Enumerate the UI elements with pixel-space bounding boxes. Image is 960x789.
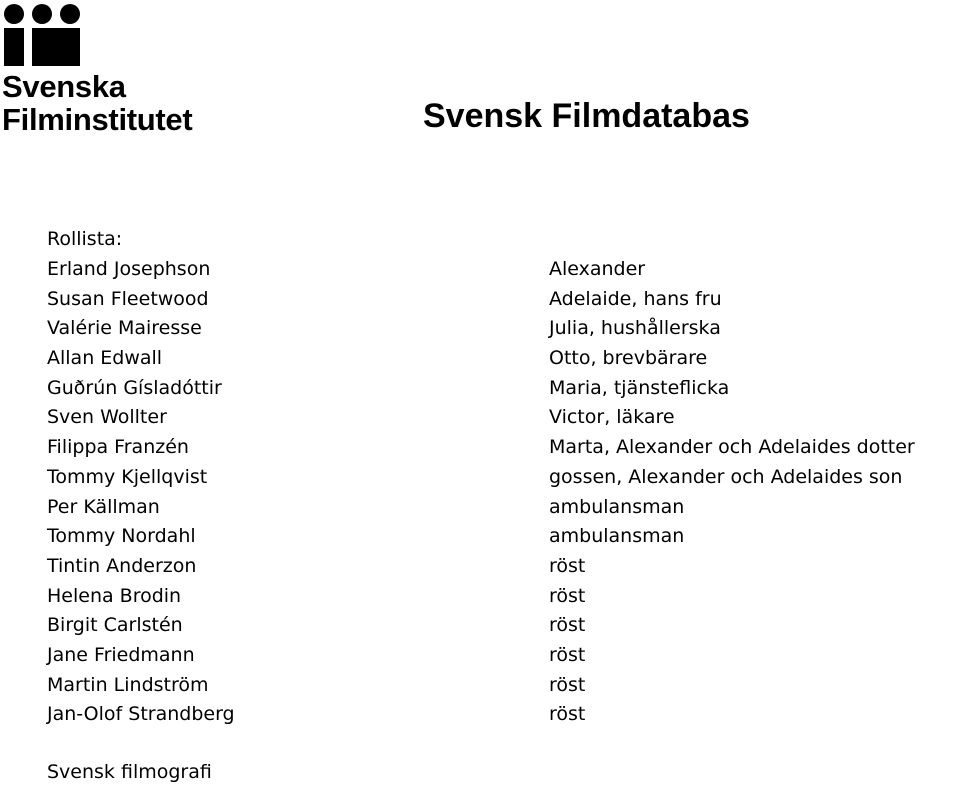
cast-row — [0, 611, 960, 641]
cast-row — [0, 403, 960, 433]
cast-row — [0, 493, 960, 523]
sfi-logo — [2, 2, 217, 137]
role-name: gossen, Alexander och Adelaides son — [549, 465, 903, 488]
role-name: ambulansman — [549, 525, 685, 548]
actor-name[interactable]: Allan Edwall — [47, 347, 163, 370]
role-name: röst — [549, 584, 586, 607]
role-name: röst — [549, 554, 586, 577]
role-name: Victor, läkare — [549, 406, 675, 429]
role-name: röst — [549, 643, 586, 666]
role-name: röst — [549, 614, 586, 637]
cast-heading: Rollista: — [47, 228, 123, 250]
actor-name[interactable]: Valérie Mairesse — [47, 317, 202, 340]
role-name: Otto, brevbärare — [549, 347, 708, 370]
cast-row — [0, 671, 960, 701]
actor-name[interactable]: Jane Friedmann — [47, 643, 195, 666]
cast-row — [0, 255, 960, 285]
cast-row — [0, 344, 960, 374]
role-name: ambulansman — [549, 495, 685, 518]
actor-name[interactable]: Birgit Carlstén — [47, 614, 183, 637]
logo-text-line2: Filminstitutet — [2, 102, 193, 137]
role-name: Adelaide, hans fru — [549, 287, 722, 310]
actor-name[interactable]: Tommy Nordahl — [47, 525, 196, 548]
cast-row — [0, 582, 960, 612]
role-name: Julia, hushållerska — [549, 317, 721, 340]
actor-name[interactable]: Per Källman — [47, 495, 160, 518]
actor-name[interactable]: Filippa Franzén — [47, 436, 189, 459]
actor-name[interactable]: Sven Wollter — [47, 406, 167, 429]
role-name: Maria, tjänsteflicka — [549, 376, 730, 399]
cast-row — [0, 285, 960, 315]
role-name: Marta, Alexander och Adelaides dotter — [549, 436, 915, 459]
actor-name[interactable]: Guðrún Gísladóttir — [47, 376, 222, 399]
role-name: röst — [549, 703, 586, 726]
cast-row — [0, 374, 960, 404]
cast-row — [0, 700, 960, 730]
cast-row — [0, 463, 960, 493]
actor-name[interactable]: Tommy Kjellqvist — [47, 465, 208, 488]
actor-name[interactable]: Tintin Anderzon — [47, 554, 197, 577]
cast-row — [0, 433, 960, 463]
role-name: röst — [549, 673, 586, 696]
filmography-heading: Svensk filmografi — [47, 761, 212, 783]
actor-name[interactable]: Susan Fleetwood — [47, 287, 209, 310]
actor-name[interactable]: Helena Brodin — [47, 584, 182, 607]
role-name: Alexander — [549, 258, 646, 280]
actor-name[interactable]: Jan-Olof Strandberg — [47, 703, 235, 726]
cast-row — [0, 314, 960, 344]
logo-text-line1: Svenska — [2, 69, 126, 104]
cast-list — [0, 255, 960, 730]
actor-name[interactable]: Martin Lindström — [47, 673, 209, 696]
cast-row — [0, 552, 960, 582]
actor-name[interactable]: Erland Josephson — [47, 258, 211, 280]
page-title: Svensk Filmdatabas — [423, 97, 750, 135]
cast-row — [0, 522, 960, 552]
cast-row — [0, 641, 960, 671]
